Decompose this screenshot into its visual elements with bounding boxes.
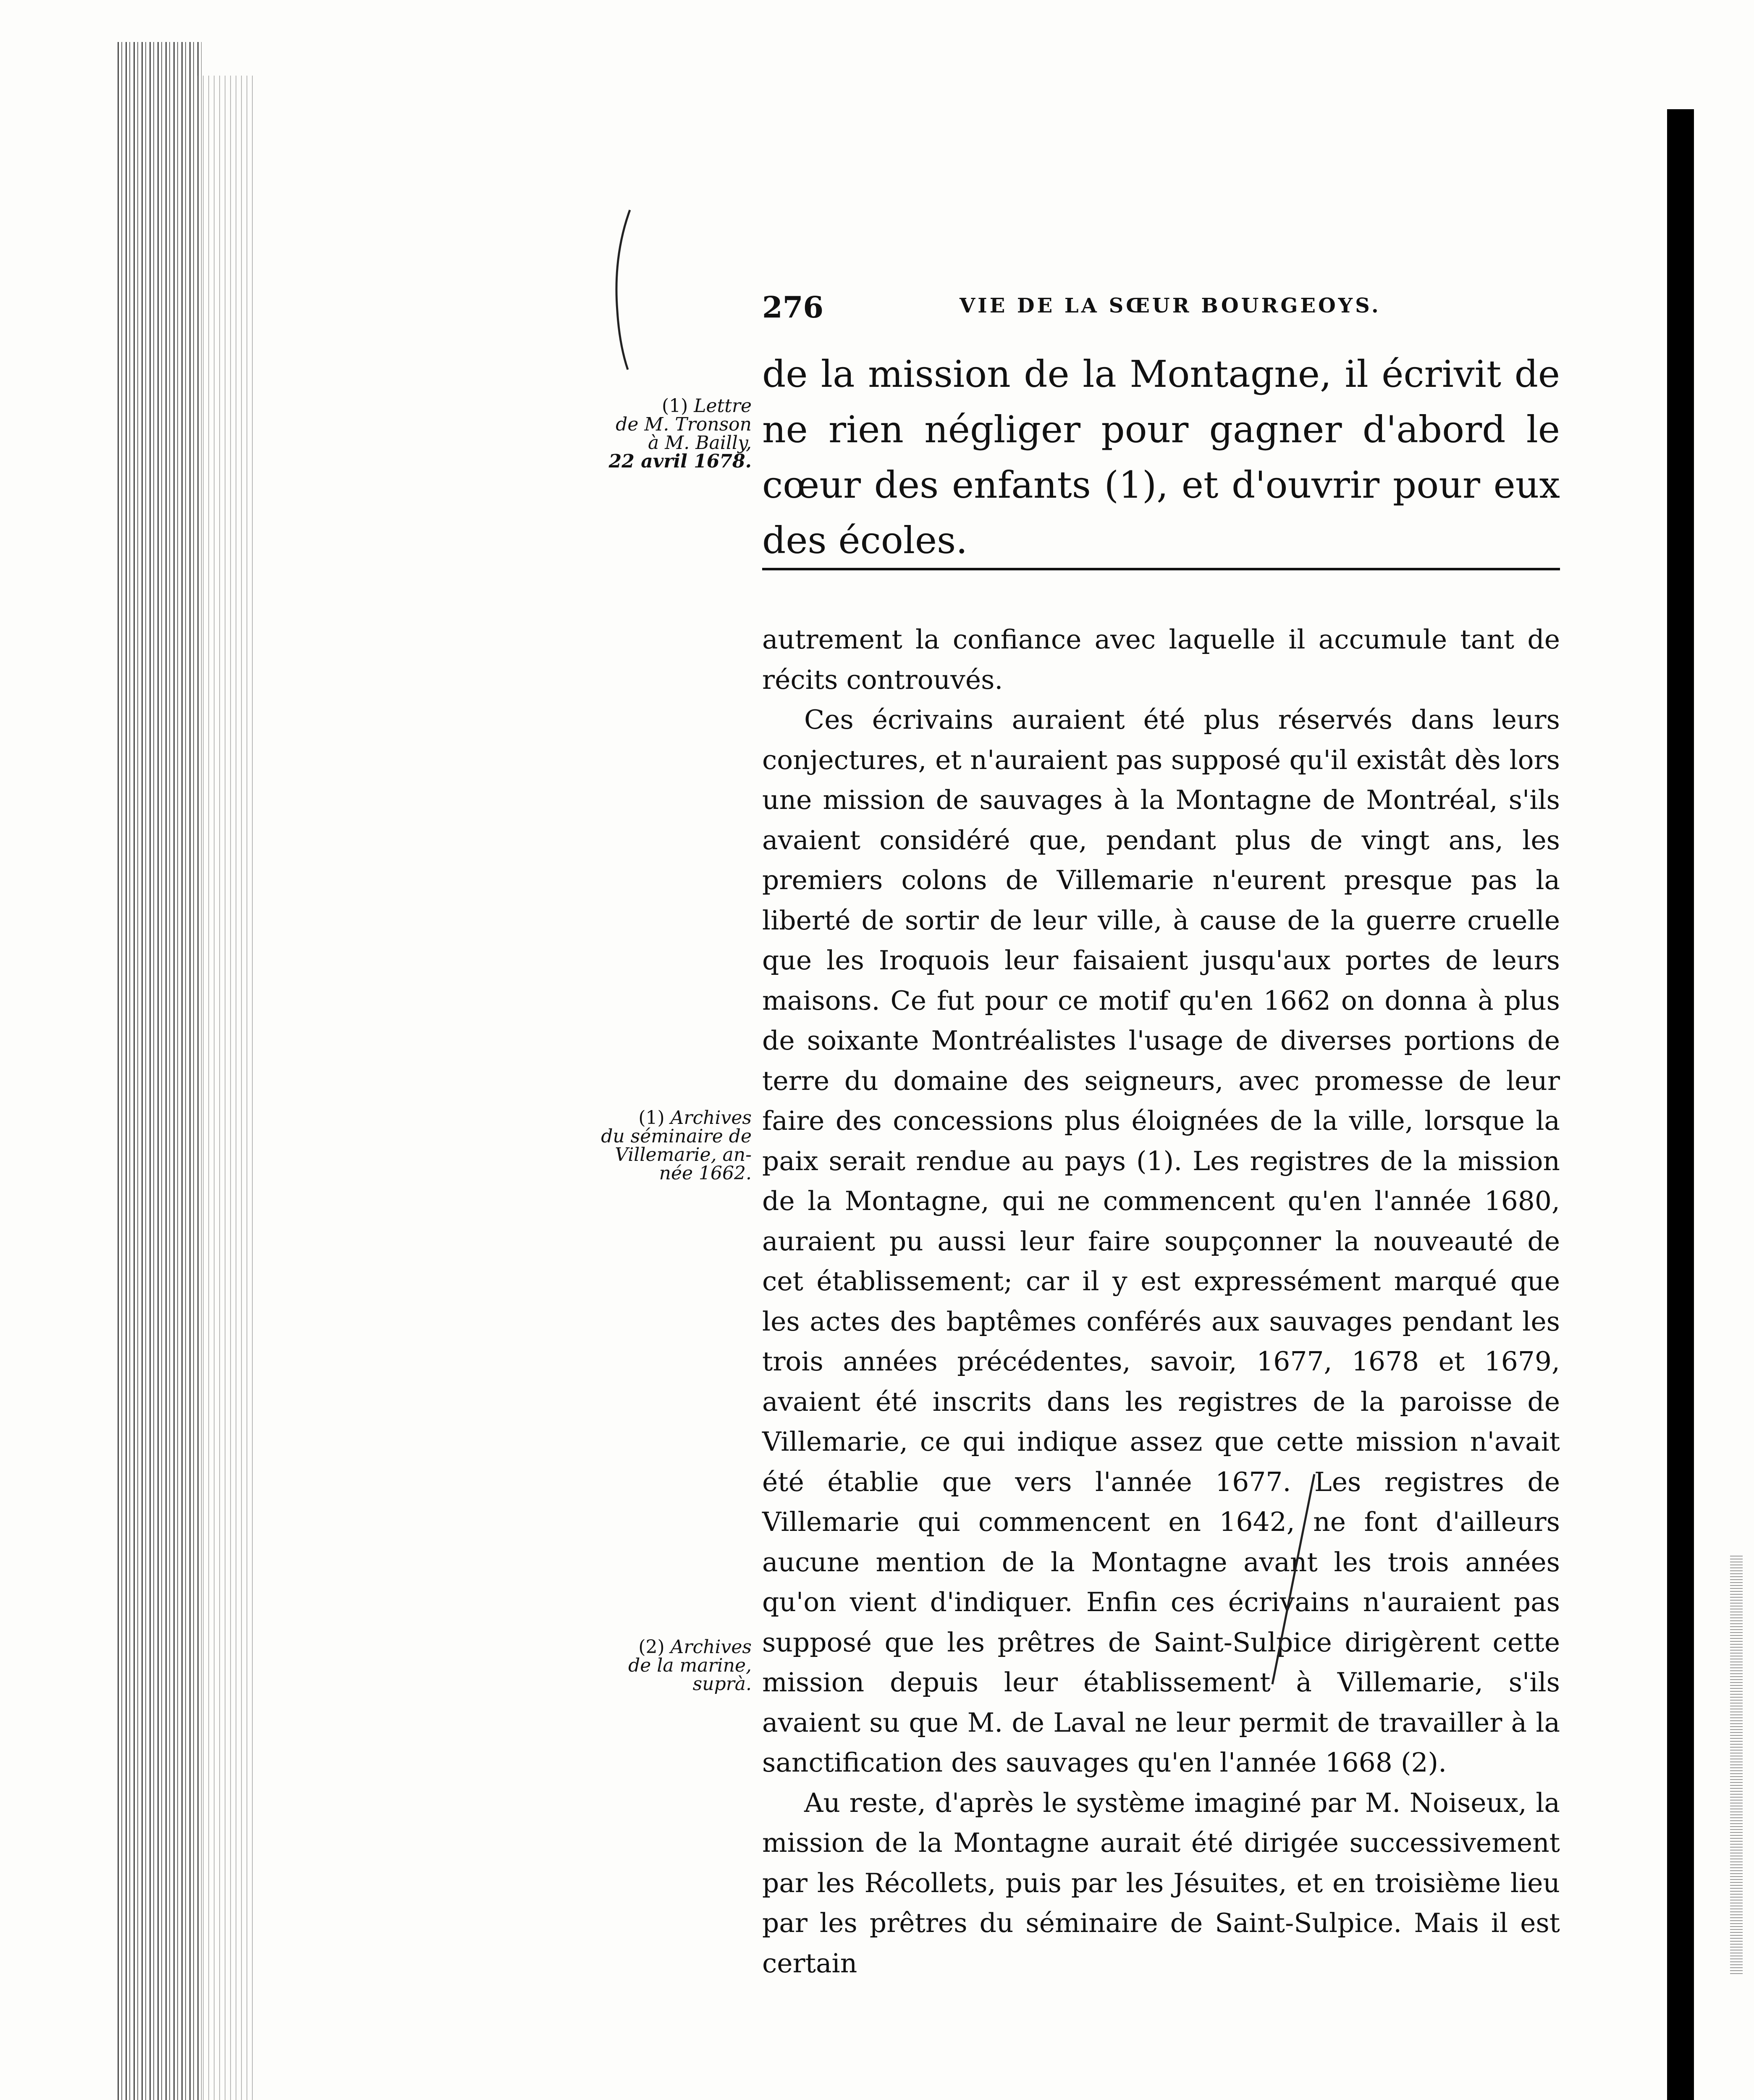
notes-text-block bbox=[762, 620, 1560, 1983]
margin-note-line: de la marine, bbox=[628, 1655, 752, 1676]
margin-note-3 bbox=[516, 1638, 752, 1693]
right-edge-speckle bbox=[1730, 1554, 1743, 1974]
main-text-paragraph: de la mission de la Montagne, il écrivit de ne rien négliger pour gagner d'abord le cœur des enfants (1), et d'ouvrir pour eux des écoles. bbox=[762, 352, 1560, 562]
pen-slash-mark bbox=[1268, 1470, 1319, 1688]
page-header bbox=[762, 290, 1560, 328]
notes-paragraph-3: Au reste, d'après le système imaginé par M. Noiseux, la mission de la Montagne aurait été dirigée successivement par les Récollets, puis par les Jésuites, et en troisième lieu par les prêtres du séminaire de Saint-Sulpice. Mais il est certain bbox=[762, 1787, 1560, 1979]
margin-note-line: Villemarie, an- bbox=[615, 1144, 752, 1166]
running-title: VIE DE LA SŒUR BOURGEOYS. bbox=[960, 294, 1381, 318]
notes-paragraph-1: autrement la confiance avec laquelle il accumule tant de récits controuvés. bbox=[762, 624, 1560, 695]
margin-note-line: (1) Archives bbox=[638, 1107, 752, 1129]
margin-note-line: du séminaire de bbox=[601, 1126, 752, 1147]
margin-note-line: suprà. bbox=[692, 1673, 752, 1695]
notes-paragraph-2: Ces écrivains auraient été plus réservés dans leurs conjectures, et n'auraient pas supposé qu'il existât dès lors une mission de sauvages à la Montagne de Montréal, s'ils avaient considéré que, pendant plus de vingt ans, les premiers colons de Villemarie n'eurent presque pas la liberté de sortir de leur ville, à cause de la guerre cruelle que les Iroquois leur faisaient jusqu'aux portes de leurs maisons. Ce fut pour ce motif qu'en 1662 on donna à plus de soixante Montréalistes l'usage de diverses portions de terre du domaine des seigneurs, avec promesse de leur faire des concessions plus éloignées de la ville, lorsque la paix serait rendue au pays (1). Les registres de la mission de la Montagne, qui ne commencent qu'en l'année 1680, auraient pu aussi leur faire soupçonner la nouveauté de cet établissement; car il y est expressément marqué que les actes des baptêmes conférés aux sauvages pendant les trois années précédentes, savoir, 1677, 1678 et 1679, avaient été inscrits dans les registres de la paroisse de Villemarie, ce qui indique assez que cette mission n'avait été établie que vers l'année 1677. Les registres de Villemarie qui commencent en 1642, ne font d'ailleurs aucune mention de la Montagne avant les trois années qu'on vient d'indiquer. Enfin ces écrivains n'auraient pas supposé que les prêtres de Saint-Sulpice dirigèrent cette mission depuis leur établissement à Villemarie, s'ils avaient su que M. de Laval ne leur permit de travailler à la sanctification des sauvages qu'en l'année 1668 (2). bbox=[762, 704, 1560, 1778]
margin-note-1 bbox=[516, 397, 752, 471]
margin-note-line: née 1662. bbox=[659, 1163, 752, 1184]
margin-note-2 bbox=[516, 1109, 752, 1183]
binding-gutter-shadow bbox=[118, 42, 202, 2100]
page-number: 276 bbox=[762, 290, 824, 325]
margin-note-line: 22 avril 1678. bbox=[608, 451, 752, 472]
margin-note-line: (2) Archives bbox=[638, 1636, 752, 1658]
binding-gutter-speckle bbox=[197, 76, 256, 2100]
margin-note-line: de M. Tronson bbox=[616, 414, 752, 435]
pen-stroke-mark bbox=[605, 206, 638, 374]
right-edge-black-bar bbox=[1667, 109, 1694, 2100]
margin-note-line: (1) Lettre bbox=[661, 395, 752, 417]
separator-rule bbox=[762, 568, 1560, 570]
margin-note-line: à M. Bailly, bbox=[648, 432, 752, 454]
